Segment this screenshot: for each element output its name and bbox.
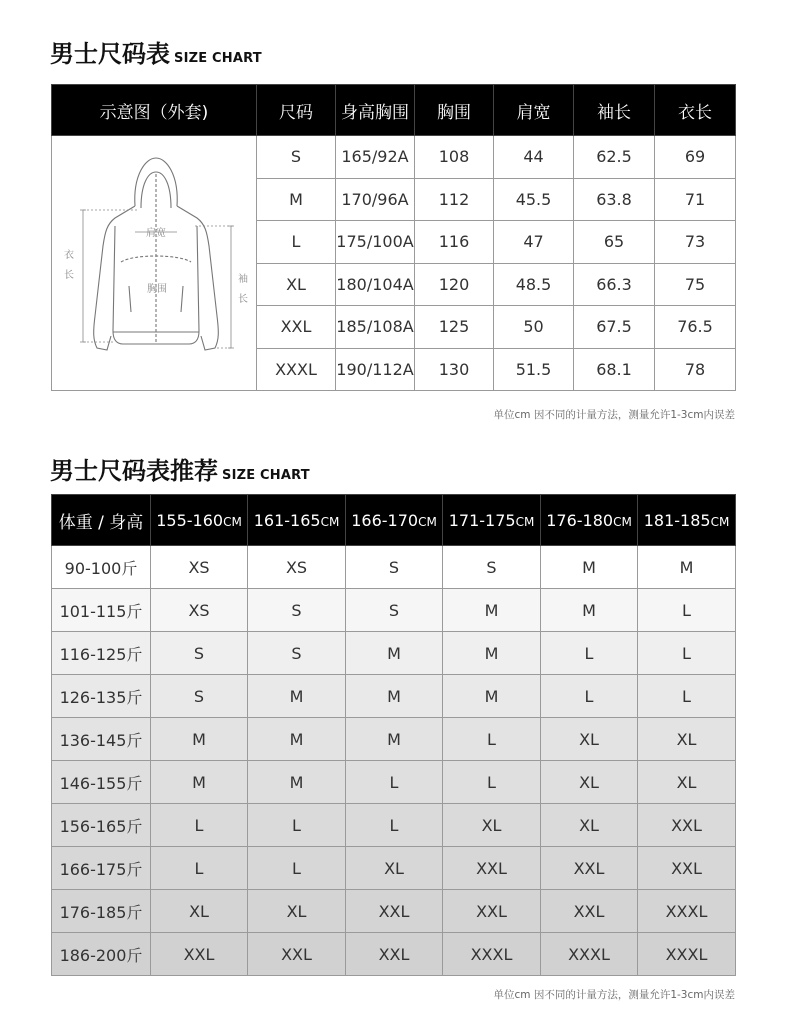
cell-weight: 166-175斤 xyxy=(52,847,151,890)
header-weight-height: 体重 / 身高 xyxy=(52,495,151,546)
size-chart-title-en: SIZE CHART xyxy=(174,51,262,66)
cell-weight: 90-100斤 xyxy=(52,546,151,589)
height-range-text: 155-160 xyxy=(156,510,224,530)
cell-recommended-size: XXXL xyxy=(541,933,638,976)
cell-weight: 156-165斤 xyxy=(52,804,151,847)
height-unit-text: CM xyxy=(223,514,242,529)
recommend-chart-title-cn: 男士尺码表推荐 xyxy=(50,457,218,485)
cell-length: 78 xyxy=(655,348,736,391)
cell-recommended-size: M xyxy=(638,546,736,589)
header-height-range xyxy=(541,495,638,546)
cell-recommended-size: L xyxy=(443,718,541,761)
cell-recommended-size: L xyxy=(248,847,346,890)
cell-recommended-size: M xyxy=(151,718,248,761)
cell-recommended-size: L xyxy=(638,632,736,675)
cell-recommended-size: M xyxy=(248,718,346,761)
size-chart-title-cn: 男士尺码表 xyxy=(50,40,170,68)
cell-recommended-size: XS xyxy=(151,546,248,589)
cell-recommended-size: L xyxy=(346,804,443,847)
height-unit-text: CM xyxy=(710,514,730,529)
header-height-range xyxy=(638,495,736,546)
table-row xyxy=(52,675,736,718)
header-sleeve: 袖长 xyxy=(574,85,655,136)
height-range-text: 161-165 xyxy=(253,510,321,530)
height-unit-text: CM xyxy=(418,514,437,529)
cell-shoulder: 48.5 xyxy=(494,263,574,306)
cell-length: 76.5 xyxy=(655,306,736,349)
cell-recommended-size: S xyxy=(346,546,443,589)
table-row xyxy=(52,804,736,847)
cell-shoulder: 51.5 xyxy=(494,348,574,391)
cell-length: 73 xyxy=(655,221,736,264)
cell-recommended-size: XXXL xyxy=(443,933,541,976)
cell-chest: 130 xyxy=(415,348,494,391)
cell-weight: 136-145斤 xyxy=(52,718,151,761)
cell-shoulder: 45.5 xyxy=(494,178,574,221)
cell-recommended-size: XL xyxy=(541,804,638,847)
cell-height-chest: 165/92A xyxy=(336,136,415,179)
cell-size: M xyxy=(257,178,336,221)
cell-recommended-size: L xyxy=(638,589,736,632)
cell-recommended-size: XXL xyxy=(346,890,443,933)
table-row xyxy=(52,890,736,933)
cell-recommended-size: XS xyxy=(248,546,346,589)
cell-weight: 101-115斤 xyxy=(52,589,151,632)
header-height-range xyxy=(346,495,443,546)
cell-height-chest: 190/112A xyxy=(336,348,415,391)
cell-recommended-size: M xyxy=(346,675,443,718)
table-row xyxy=(52,589,736,632)
label-chest: 胸围 xyxy=(146,284,167,295)
cell-recommended-size: L xyxy=(541,675,638,718)
cell-recommended-size: L xyxy=(248,804,346,847)
cell-size: XL xyxy=(257,263,336,306)
cell-recommended-size: L xyxy=(541,632,638,675)
cell-length: 75 xyxy=(655,263,736,306)
jacket-outline-icon xyxy=(53,136,256,386)
cell-recommended-size: XXL xyxy=(541,847,638,890)
cell-chest: 112 xyxy=(415,178,494,221)
cell-size: XXXL xyxy=(257,348,336,391)
height-range-text: 171-175 xyxy=(448,510,516,530)
cell-height-chest: 170/96A xyxy=(336,178,415,221)
cell-weight: 126-135斤 xyxy=(52,675,151,718)
header-size: 尺码 xyxy=(257,85,336,136)
cell-recommended-size: M xyxy=(443,589,541,632)
height-range-text: 166-170 xyxy=(351,510,419,530)
size-chart-table xyxy=(51,84,736,391)
cell-recommended-size: XXL xyxy=(638,847,736,890)
cell-recommended-size: XL xyxy=(248,890,346,933)
cell-recommended-size: XL xyxy=(541,718,638,761)
cell-recommended-size: M xyxy=(248,675,346,718)
cell-sleeve: 63.8 xyxy=(574,178,655,221)
table-row xyxy=(52,546,736,589)
cell-recommended-size: M xyxy=(151,761,248,804)
header-height-range xyxy=(443,495,541,546)
cell-recommended-size: M xyxy=(541,546,638,589)
cell-recommended-size: S xyxy=(248,632,346,675)
cell-recommended-size: XL xyxy=(638,718,736,761)
cell-sleeve: 62.5 xyxy=(574,136,655,179)
header-height-chest: 身高胸围 xyxy=(336,85,415,136)
label-shoulder: 肩宽 xyxy=(145,228,166,239)
cell-recommended-size: XXL xyxy=(541,890,638,933)
cell-recommended-size: XXL xyxy=(248,933,346,976)
cell-sleeve: 68.1 xyxy=(574,348,655,391)
cell-recommended-size: XL xyxy=(541,761,638,804)
cell-chest: 120 xyxy=(415,263,494,306)
cell-height-chest: 180/104A xyxy=(336,263,415,306)
cell-recommended-size: XL xyxy=(151,890,248,933)
cell-weight: 176-185斤 xyxy=(52,890,151,933)
cell-chest: 125 xyxy=(415,306,494,349)
cell-weight: 186-200斤 xyxy=(52,933,151,976)
label-sleeve-1: 袖 xyxy=(237,274,248,285)
header-shoulder: 肩宽 xyxy=(494,85,574,136)
cell-recommended-size: S xyxy=(346,589,443,632)
cell-recommended-size: S xyxy=(443,546,541,589)
cell-recommended-size: L xyxy=(443,761,541,804)
cell-recommended-size: XS xyxy=(151,589,248,632)
table-row xyxy=(52,933,736,976)
size-chart-note: 单位cm 因不同的计量方法，测量允许1-3cm内误差 xyxy=(493,409,735,421)
cell-recommended-size: XXL xyxy=(443,890,541,933)
cell-recommended-size: S xyxy=(151,675,248,718)
label-sleeve-2: 长 xyxy=(237,294,248,305)
cell-recommended-size: M xyxy=(541,589,638,632)
cell-length: 71 xyxy=(655,178,736,221)
size-chart-header-row xyxy=(52,85,736,136)
cell-recommended-size: L xyxy=(151,847,248,890)
cell-recommended-size: S xyxy=(151,632,248,675)
table-row xyxy=(52,136,736,179)
cell-sleeve: 66.3 xyxy=(574,263,655,306)
cell-height-chest: 185/108A xyxy=(336,306,415,349)
cell-weight: 116-125斤 xyxy=(52,632,151,675)
cell-weight: 146-155斤 xyxy=(52,761,151,804)
size-chart-title xyxy=(50,34,262,69)
header-diagram: 示意图（外套) xyxy=(52,85,257,136)
label-length-1: 衣 xyxy=(63,250,74,261)
cell-recommended-size: M xyxy=(248,761,346,804)
height-range-text: 181-185 xyxy=(643,510,711,530)
cell-recommended-size: S xyxy=(248,589,346,632)
cell-size: XXL xyxy=(257,306,336,349)
label-length-2: 长 xyxy=(63,270,74,281)
cell-recommended-size: XXXL xyxy=(638,890,736,933)
cell-size: L xyxy=(257,221,336,264)
cell-recommended-size: XL xyxy=(638,761,736,804)
table-row xyxy=(52,847,736,890)
cell-sleeve: 65 xyxy=(574,221,655,264)
height-unit-text: CM xyxy=(320,514,340,529)
header-height-range xyxy=(151,495,248,546)
cell-recommended-size: XXL xyxy=(151,933,248,976)
recommend-chart-title xyxy=(50,451,310,486)
cell-shoulder: 44 xyxy=(494,136,574,179)
recommend-chart-table xyxy=(51,494,736,976)
cell-recommended-size: XXL xyxy=(443,847,541,890)
table-row xyxy=(52,632,736,675)
cell-recommended-size: L xyxy=(151,804,248,847)
cell-recommended-size: XXL xyxy=(638,804,736,847)
cell-recommended-size: L xyxy=(346,761,443,804)
cell-shoulder: 50 xyxy=(494,306,574,349)
cell-sleeve: 67.5 xyxy=(574,306,655,349)
header-length: 衣长 xyxy=(655,85,736,136)
recommend-header-row xyxy=(52,495,736,546)
table-row xyxy=(52,761,736,804)
jacket-diagram xyxy=(52,136,257,391)
table-row xyxy=(52,718,736,761)
cell-recommended-size: M xyxy=(346,632,443,675)
height-unit-text: CM xyxy=(613,514,632,529)
height-range-text: 176-180 xyxy=(546,510,614,530)
cell-length: 69 xyxy=(655,136,736,179)
height-unit-text: CM xyxy=(515,514,535,529)
cell-recommended-size: XL xyxy=(443,804,541,847)
cell-recommended-size: M xyxy=(346,718,443,761)
cell-height-chest: 175/100A xyxy=(336,221,415,264)
cell-chest: 116 xyxy=(415,221,494,264)
header-height-range xyxy=(248,495,346,546)
cell-recommended-size: L xyxy=(638,675,736,718)
cell-recommended-size: XXL xyxy=(346,933,443,976)
cell-recommended-size: M xyxy=(443,675,541,718)
recommend-chart-note: 单位cm 因不同的计量方法，测量允许1-3cm内误差 xyxy=(493,989,735,1001)
cell-recommended-size: XL xyxy=(346,847,443,890)
cell-recommended-size: XXXL xyxy=(638,933,736,976)
cell-recommended-size: M xyxy=(443,632,541,675)
header-chest: 胸围 xyxy=(415,85,494,136)
cell-chest: 108 xyxy=(415,136,494,179)
cell-shoulder: 47 xyxy=(494,221,574,264)
cell-size: S xyxy=(257,136,336,179)
recommend-chart-title-en: SIZE CHART xyxy=(222,468,310,483)
